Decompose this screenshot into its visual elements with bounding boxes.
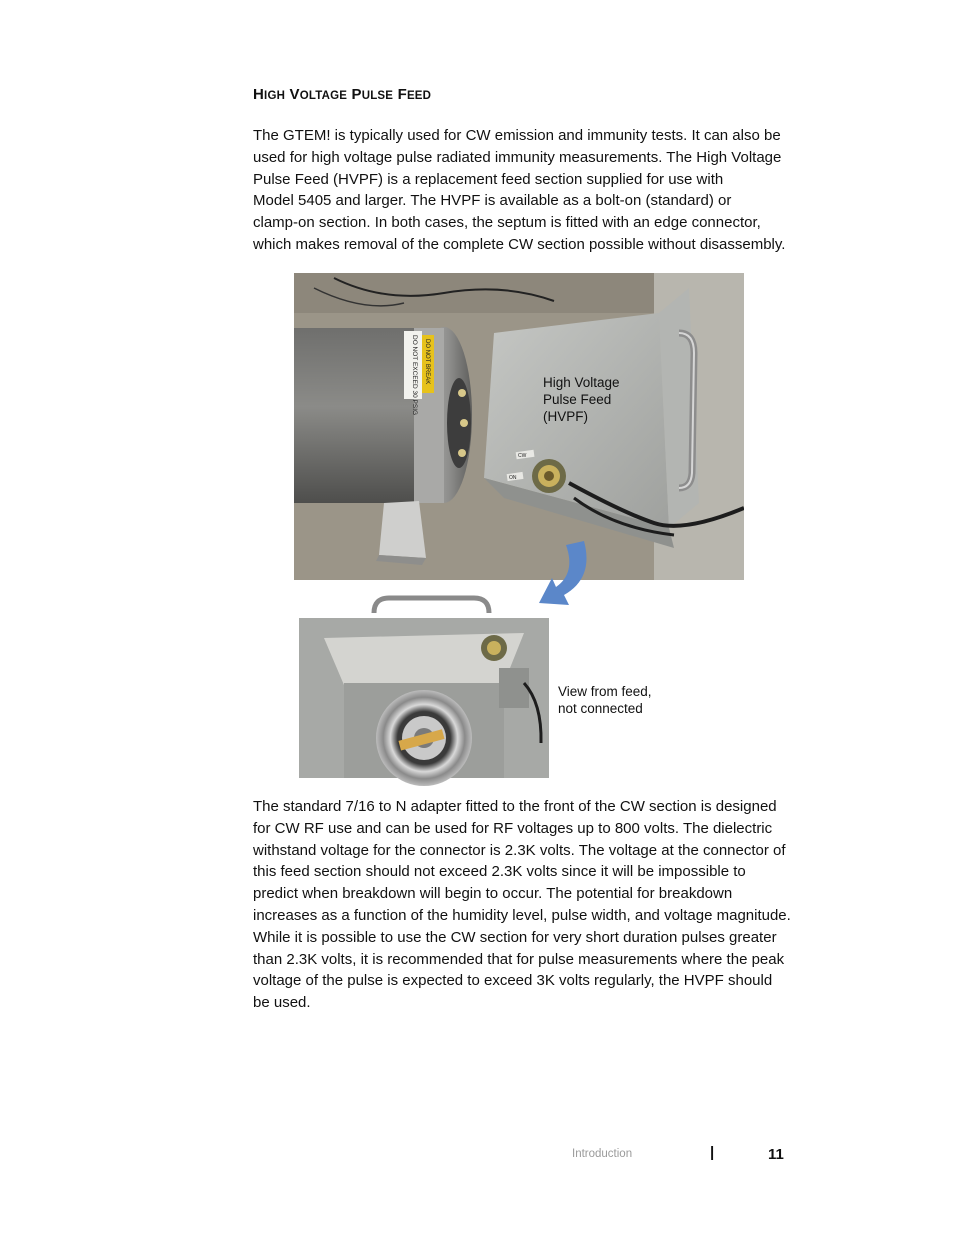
heading-word-4: FEED [397, 86, 432, 103]
footer-section-label: Introduction [572, 1148, 633, 1160]
paragraph-line: which makes removal of the complete CW section possible without disassembly. [253, 235, 786, 253]
connector-paragraph [253, 796, 818, 1014]
tag-yellow-text: DO NOT BREAK [424, 339, 430, 385]
tag-cw-text: CW [518, 453, 527, 459]
paragraph-line: predict when breakdown will begin to occur. The potential for breakdown [253, 885, 733, 903]
paragraph-line: for CW RF use and can be used for RF voltages up to 800 volts. The dielectric [253, 819, 773, 837]
heading-word-2: VOLTAGE [289, 86, 348, 103]
paragraph-line: Pulse Feed (HVPF) is a replacement feed section supplied for use with [253, 170, 724, 188]
section-heading [253, 86, 431, 103]
heading-word-3: PULSE [351, 86, 394, 103]
paragraph-line: be used. [253, 994, 311, 1012]
tag-on-text: ON [509, 475, 517, 481]
paragraph-line: than 2.3K volts, it is recommended that for pulse measurements where the peak [253, 950, 785, 968]
paragraph-line: clamp-on section. In both cases, the septum is fitted with an edge connector, [253, 214, 761, 232]
paragraph-line: The GTEM! is typically used for CW emission and immunity tests. It can also be [253, 127, 781, 144]
paragraph-line: withstand voltage for the connector is 2.3K volts. The voltage at the connector of [253, 841, 786, 859]
callout-line: Pulse Feed [543, 392, 612, 407]
top-photo [294, 273, 744, 580]
paragraph-line: voltage of the pulse is expected to exceed 3K volts regularly, the HVPF should [253, 972, 773, 990]
metal-bracket [379, 501, 426, 558]
paragraph-line: this feed section should not exceed 2.3K volts since it will be impossible to [253, 863, 746, 881]
callout-line: High Voltage [543, 375, 620, 390]
hvpf-figure [294, 273, 744, 788]
callout-line: View from feed, [558, 684, 652, 699]
panel-handle [374, 598, 489, 613]
paragraph-line: increases as a function of the humidity level, pulse width, and voltage magnitude. [253, 906, 791, 924]
heading-word-1: HIGH [253, 86, 286, 103]
paragraph-line: While it is possible to use the CW section for very short duration pulses greater [253, 928, 777, 946]
paragraph-line: Model 5405 and larger. The HVPF is available as a bolt-on (standard) or [253, 192, 732, 210]
tag-white-text: DO NOT EXCEED 30 PSIG [411, 335, 418, 416]
paragraph-line: The standard 7/16 to N adapter fitted to the front of the CW section is designed [253, 798, 777, 815]
intro-paragraph [253, 125, 818, 256]
bottom-photo [299, 598, 652, 786]
callout-line: not connected [558, 701, 643, 716]
callout-line: (HVPF) [543, 409, 588, 424]
paragraph-line: used for high voltage pulse radiated immunity measurements. The High Voltage [253, 148, 782, 166]
footer-separator: | [710, 1144, 715, 1161]
page-number: 11 [768, 1146, 784, 1163]
